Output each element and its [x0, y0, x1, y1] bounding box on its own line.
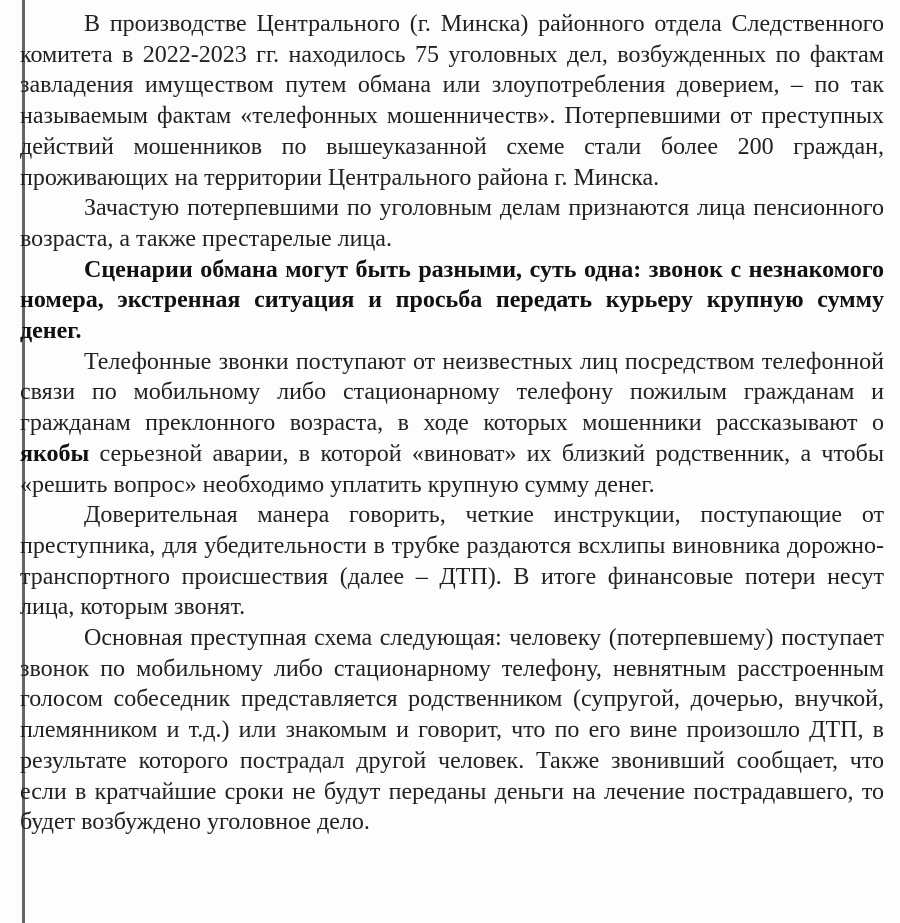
paragraph-main-scheme: Основная преступная схема следующая: человеку (потерпевшему) поступает звонок по мобильному либо стационарному телефону, невнятным расстроенным голосом собеседник представляется родственником (супругой, дочерью, внучкой, племянником и т.д.) или знакомым и говорит, что по его вине произошло ДТП, в результате которого пострадал другой человек. Также звонивший сообщает, что если в кратчайшие сроки не будут переданы деньги на лечение пострадавшего, то будет возбуждено уголовное дело. [20, 625, 884, 836]
paragraph-fraud-scenarios: Сценарии обмана могут быть разными, суть одна: звонок с незнакомого номера, экстренная ситуация и просьба передать курьеру крупную сумму денег. [20, 256, 884, 345]
paragraph-phone-calls-text-start: Телефонные звонки поступают от неизвестных лиц посредством телефонной связи по мобильному либо стационарному телефону пожилым гражданам и гражданам преклонного возраста, в ходе которых мошенники рассказывают о [20, 348, 884, 437]
emphasis-allegedly: якобы [20, 440, 90, 467]
paragraph-victims-age: Зачастую потерпевшими по уголовным делам признаются лица пенсионного возраста, а также престарелые лица. [20, 195, 884, 252]
paragraph-phone-calls-text-end: серьезной аварии, в которой «виноват» их близкий родственник, а чтобы «решить вопрос» необходимо уплатить крупную сумму денег. [20, 440, 884, 498]
paragraph-case-statistics: В производстве Центрального (г. Минска) районного отдела Следственного комитета в 2022-2023 гг. находилось 75 уголовных дел, возбужденных по фактам завладения имуществом путем обмана или злоупотребления доверием, – по так называемым фактам «телефонных мошенничеств». Потерпевшими от преступных действий мошенников по вышеуказанной схеме стали более 200 граждан, проживающих на территории Центрального района г. Минска. [20, 11, 884, 191]
paragraph-trust-manner: Доверительная манера говорить, четкие инструкции, поступающие от преступника, для убедительности в трубке раздаются всхлипы виновника дорожно-транспортного происшествия (далее – ДТП). В итоге финансовые потери несут лица, которым звонят. [20, 502, 884, 621]
paragraph-phone-calls [20, 347, 884, 501]
document-body [20, 9, 884, 838]
